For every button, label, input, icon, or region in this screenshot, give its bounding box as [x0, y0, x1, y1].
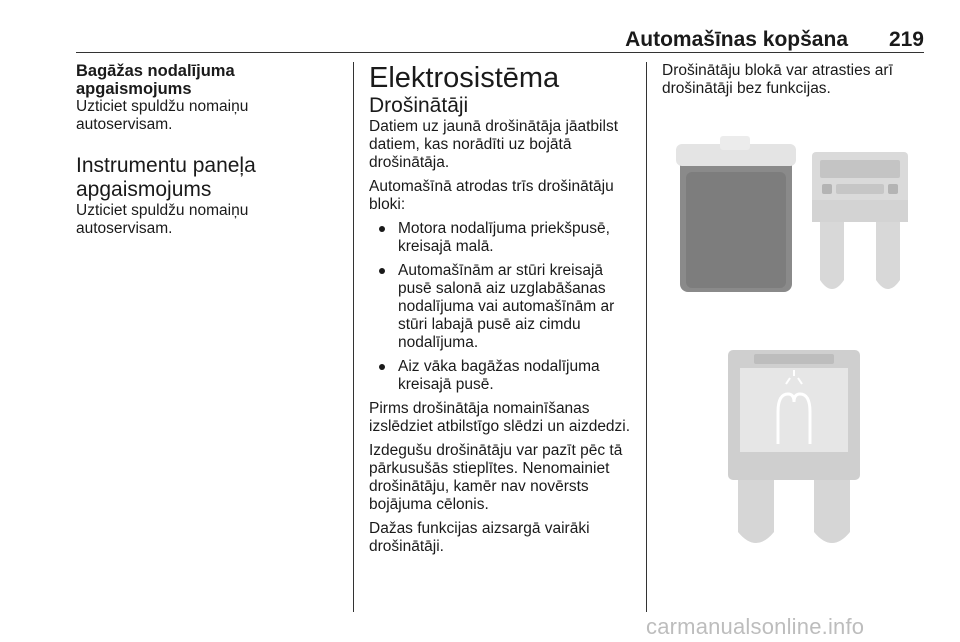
paragraph-fuse-data: Datiem uz jaunā drošinātāja jāatbilst datiem, kas norādīti uz bojātā drošinātāja.: [369, 118, 618, 171]
paragraph-nonfunctional-fuses: Drošinātāju blokā var atrasties arī drošinātāji bez funkcijas.: [662, 62, 893, 97]
bullet-icon: [379, 268, 385, 274]
paragraph-blown-fuse: Izdegušu drošinātāju var pazīt pēc tā pārkusušās stieplītes. Nenomainiet drošinātāju, kamēr nav novērsts bojājuma cēlonis.: [369, 442, 623, 513]
section-heading-instrument-light: Instrumentu paneļa apgaismojums: [76, 154, 256, 201]
column-divider-left: [353, 62, 354, 612]
fuse-illustration: [662, 112, 924, 548]
column-right: [662, 62, 924, 104]
paragraph-instrument-light: Uzticiet spuldžu nomaiņu autoservisam.: [76, 202, 249, 237]
section-heading-fuses: Drošinātāji: [369, 94, 469, 117]
page-number: 219: [888, 28, 924, 51]
column-divider-right: [646, 62, 647, 612]
paragraph-switch-off: Pirms drošinātāja nomainīšanas izslēdziet atbilstīgo slēdzi un aizdedzi.: [369, 400, 631, 435]
column-left: [76, 62, 336, 258]
header-title: Automašīnas kopšana: [625, 28, 848, 51]
fuse-side-view: [676, 136, 796, 292]
paragraph-multiple-fuses: Dažas funkcijas aizsargā vairāki drošinātāji.: [369, 520, 590, 555]
fuse-element-view: [728, 350, 860, 543]
list-item: Automašīnām ar stūri kreisajā pusē salonā aiz uzglabāšanas nodalījuma vai automašīnām ar stūri labajā pusē aiz cimdu nodalījuma.: [369, 262, 637, 352]
header-rule: [76, 52, 924, 53]
paragraph-trunk-light: Uzticiet spuldžu nomaiņu autoservisam.: [76, 98, 249, 133]
bullet-icon: [379, 226, 385, 232]
list-item: Motora nodalījuma priekšpusē, kreisajā malā.: [369, 220, 637, 256]
fuse-front-view: [812, 152, 908, 289]
section-heading-trunk-light: Bagāžas nodalījuma apgaismojums: [76, 62, 235, 98]
watermark: carmanualsonline.info: [646, 614, 865, 639]
bullet-icon: [379, 364, 385, 370]
paragraph-fuse-blocks: Automašīnā atrodas trīs drošinātāju bloki:: [369, 178, 614, 213]
chapter-title: Elektrosistēma: [369, 62, 560, 94]
column-middle: [369, 62, 637, 562]
fuse-block-list: [369, 220, 637, 394]
list-item: Aiz vāka bagāžas nodalījuma kreisajā pusē.: [369, 358, 637, 394]
fuse-diagram-svg: [662, 112, 924, 548]
